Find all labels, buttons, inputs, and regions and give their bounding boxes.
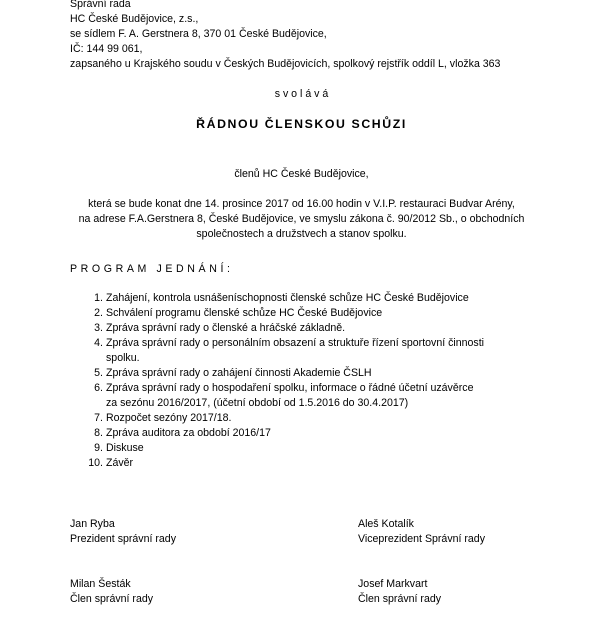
signature-role: Viceprezident Správní rady (358, 533, 486, 545)
agenda-item-number: 9. (94, 442, 103, 454)
agenda-item-text: Rozpočet sezóny 2017/18. (106, 412, 232, 424)
agenda-item-text: Zpráva správní rady o personálním obsazení a struktuře řízení sportovní činnosti (106, 337, 485, 349)
header-line: IČ: 144 99 061, (70, 43, 143, 55)
header-line: zapsaného u Krajského soudu v Českých Budějovicích, spolkový rejstřík oddíl L, vložka 363 (70, 58, 501, 70)
signature-name: Jan Ryba (70, 518, 115, 530)
agenda-item-text: Zpráva správní rady o zahájení činnosti Akademie ČSLH (106, 367, 372, 379)
agenda-item-text: Zahájení, kontrola usnášeníschopnosti členské schůze HC České Budějovice (106, 292, 469, 304)
agenda-item-number: 8. (94, 427, 103, 439)
meeting-line: na adrese F.A.Gerstnera 8, České Budějovice, ve smyslu zákona č. 90/2012 Sb., o obchodních (78, 213, 525, 225)
agenda-item-number: 5. (94, 367, 103, 379)
agenda-item-number: 6. (94, 382, 103, 394)
agenda-item-number: 10. (88, 457, 103, 469)
agenda-item-number: 4. (94, 337, 103, 349)
agenda-item-text: spolku. (106, 352, 140, 364)
agenda-item-text: za sezónu 2016/2017, (účetní období od 1.5.2016 do 30.4.2017) (106, 397, 409, 409)
document-title: ŘÁDNOU ČLENSKOU SCHŮZI (196, 117, 407, 131)
agenda-item-text: Zpráva auditora za období 2016/17 (106, 427, 271, 439)
signature-name: Milan Šesták (70, 578, 131, 590)
header-line: HC České Budějovice, z.s., (70, 13, 199, 25)
meeting-line: společnostech a družstvech a stanov spolku. (196, 228, 407, 240)
agenda-item-number: 7. (94, 412, 103, 424)
members-line: členů HC České Budějovice, (234, 168, 369, 180)
signature-role: Prezident správní rady (70, 533, 176, 545)
agenda-item-text: Závěr (106, 457, 134, 469)
meeting-line: která se bude konat dne 14. prosince 2017 od 16.00 hodin v V.I.P. restauraci Budvar Arény, (88, 198, 515, 210)
signature-name: Aleš Kotalík (358, 518, 414, 530)
agenda-item-number: 3. (94, 322, 103, 334)
agenda-item-number: 1. (94, 292, 103, 304)
agenda-item-text: Zpráva správní rady o hospodaření spolku, informace o řádné účetní uzávěrce (106, 382, 474, 394)
signature-name: Josef Markvart (358, 578, 428, 590)
agenda-item-text: Diskuse (106, 442, 144, 454)
convenes-label: s v o l á v á (274, 88, 329, 100)
signature-role: Člen správní rady (70, 593, 154, 605)
program-heading: PROGRAM JEDNÁNÍ: (70, 263, 234, 275)
agenda-item-text: Zpráva správní rady o členské a hráčské základně. (106, 322, 346, 334)
agenda-item-text: Schválení programu členské schůze HC České Budějovice (106, 307, 383, 319)
header-line: se sídlem F. A. Gerstnera 8, 370 01 České Budějovice, (70, 28, 327, 40)
agenda-item-number: 2. (94, 307, 103, 319)
header-line: Správní rada (70, 0, 131, 10)
signature-role: Člen správní rady (358, 593, 442, 605)
